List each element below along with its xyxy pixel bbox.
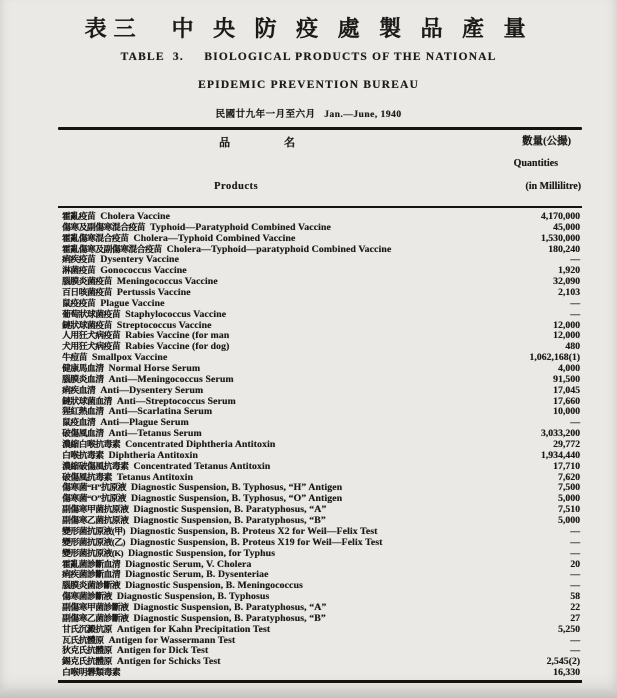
product-name-english: Cholera Vaccine — [100, 211, 171, 222]
table-row — [62, 265, 580, 276]
table-row — [62, 548, 580, 559]
product-name-english: Rabies Vaccine (for man — [125, 330, 230, 342]
table-row — [62, 363, 580, 374]
table-row — [62, 222, 580, 233]
product-name-english: Diagnostic Suspension, for Typhus — [127, 547, 276, 559]
table-row — [62, 472, 580, 483]
table-row — [62, 635, 580, 646]
table-row — [62, 569, 580, 580]
product-quantity: — — [570, 308, 580, 320]
product-name-english: Anti—Scarlatina Serum — [108, 406, 213, 418]
product-name-chinese: 副傷寒甲菌診斷液 — [62, 601, 129, 612]
table-row — [62, 537, 580, 548]
page-bottom-edge — [0, 689, 617, 698]
product-quantity: — — [570, 254, 580, 266]
product-name-english: Streptococcus Vaccine — [116, 319, 212, 331]
table-row — [62, 624, 580, 635]
product-quantity: 7,500 — [557, 482, 580, 494]
table-bottom-rule — [58, 680, 582, 683]
table-row — [62, 320, 580, 331]
product-name-english: Antigen for Kahn Precipitation Test — [116, 623, 271, 635]
product-name-english: Anti—Tetanus Serum — [108, 428, 202, 440]
product-name-english: Diagnostic Suspension, B. Typhosus, “H” Antigen — [130, 482, 343, 494]
product-name-english: Anti—Streptococcus Serum — [116, 395, 236, 407]
product-name-chinese: 破傷風抗毒素 — [62, 471, 112, 482]
table-row — [62, 276, 580, 287]
product-name-english: Staphylococcus Vaccine — [125, 308, 227, 320]
product-quantity: — — [570, 547, 580, 559]
product-name-english: Normal Horse Serum — [108, 363, 201, 375]
table-row — [62, 352, 580, 363]
product-name-chinese: 淋菌疫苗 — [62, 265, 96, 276]
product-quantity: 5,000 — [557, 493, 580, 505]
product-name-chinese: 副傷寒乙菌診斷液 — [62, 612, 129, 623]
table-row — [62, 613, 580, 624]
product-name-chinese: 痢疾疫苗 — [62, 254, 96, 265]
column-header-name-cn-right: 名 — [284, 137, 295, 149]
table-row — [62, 428, 580, 439]
product-quantity: — — [570, 297, 580, 309]
product-name-english: Anti—Plague Serum — [100, 417, 189, 429]
product-quantity: 22 — [570, 601, 580, 613]
product-name-chinese: 錫克氏抗體原 — [62, 656, 112, 667]
product-name-english: Antigen for Schicks Test — [116, 656, 221, 668]
product-quantity: — — [570, 525, 580, 537]
table-row — [62, 406, 580, 417]
product-name-english: Antigen for Dick Test — [116, 645, 209, 657]
product-name-chinese: 狄克氏抗體原 — [62, 645, 112, 656]
product-quantity: 2,545(2) — [546, 656, 580, 668]
column-header-products: Products — [214, 181, 259, 192]
product-name-chinese: 霍亂疫苗 — [62, 211, 96, 221]
product-quantity: 4,170,000 — [540, 211, 580, 222]
product-name-chinese: 傷寒菌診斷液 — [62, 591, 112, 602]
table-row — [62, 602, 580, 613]
product-name-chinese: 濃縮白喉抗毒素 — [62, 439, 121, 450]
table-row — [62, 396, 580, 407]
product-name-english: Concentrated Tetanus Antitoxin — [133, 460, 271, 472]
product-name-chinese: 鼠疫血清 — [62, 417, 96, 428]
product-name-english: Dysentery Vaccine — [100, 254, 179, 266]
product-quantity: 5,250 — [557, 623, 580, 635]
product-name-chinese: 傷寒菌“O”抗原液 — [62, 493, 126, 504]
table-row — [62, 450, 580, 461]
table-row — [62, 385, 580, 396]
product-quantity: 5,000 — [557, 515, 580, 527]
product-name-english: Diagnostic Suspension, B. Typhosus, “O” Antigen — [130, 493, 343, 505]
product-quantity: 7,620 — [557, 471, 580, 483]
product-name-chinese: 霍亂菌診斷血清 — [62, 558, 121, 569]
product-name-chinese: 霍亂傷寒及副傷寒混合疫苗 — [62, 243, 162, 254]
product-name-chinese: 瓦氏抗體原 — [62, 634, 104, 645]
table-row — [62, 515, 580, 526]
table-title-english-line2: EPIDEMIC PREVENTION BUREAU — [198, 79, 419, 91]
product-name-chinese: 百日咳菌疫苗 — [62, 287, 112, 298]
table-title-english-line1: TABLE 3. BIOLOGICAL PRODUCTS OF THE NATIONAL — [120, 51, 497, 63]
product-name-english: Concentrated Diphtheria Antitoxin — [125, 439, 276, 451]
product-name-english: Diphtheria Antitoxin — [108, 449, 198, 461]
product-quantity: 45,000 — [553, 221, 580, 233]
product-name-english: Diagnostic Serum, B. Dysenteriae — [125, 569, 269, 581]
table-row — [62, 439, 580, 450]
product-name-chinese: 健康馬血清 — [62, 363, 104, 374]
product-name-english: Diagnostic Suspension, B. Typhosus — [116, 591, 270, 603]
product-name-chinese: 痢疾血清 — [62, 384, 96, 395]
table-title-chinese: 表三 中 央 防 疫 處 製 品 產 量 — [84, 16, 533, 41]
product-name-english: Diagnostic Serum, V. Cholera — [125, 558, 252, 570]
product-quantity: 180,240 — [548, 243, 580, 255]
product-quantity: — — [570, 536, 580, 548]
table-row — [62, 493, 580, 504]
product-name-chinese: 白喉明礬類毒素 — [62, 667, 121, 678]
product-quantity: — — [570, 417, 580, 429]
product-name-english: Cholera—Typhoid—paratyphoid Combined Vaccine — [166, 243, 392, 255]
product-name-english: Diagnostic Suspension, B. Proteus X19 for Weil—Felix Test — [129, 536, 383, 548]
product-name-chinese: 葡萄狀球菌疫苗 — [62, 308, 121, 319]
product-quantity: 1,530,000 — [540, 232, 580, 244]
product-name-chinese: 鏈狀球菌血清 — [62, 395, 112, 406]
table-row — [62, 656, 580, 667]
product-quantity: 12,000 — [553, 330, 580, 342]
product-name-english: Diagnostic Suspension, B. Paratyphosus, “A” — [133, 504, 327, 516]
table-row — [62, 341, 580, 352]
table-row — [62, 559, 580, 570]
product-name-chinese: 人用狂犬病疫苗 — [62, 330, 121, 341]
table-row — [62, 309, 580, 320]
column-header-name-cn-left: 品 — [219, 137, 230, 149]
product-name-english: Plague Vaccine — [100, 297, 165, 309]
product-name-english: Meningococcus Vaccine — [116, 276, 218, 288]
product-quantity: 3,033,200 — [540, 428, 580, 440]
product-name-chinese: 濃縮破傷風抗毒素 — [62, 460, 129, 471]
product-name-chinese: 腦膜炎菌疫苗 — [62, 276, 112, 287]
product-name-chinese: 破傷風血清 — [62, 428, 104, 439]
product-name-chinese: 腦膜炎菌診斷液 — [62, 580, 121, 591]
product-quantity: — — [570, 580, 580, 592]
product-quantity: 17,045 — [553, 384, 580, 396]
table-row — [62, 591, 580, 602]
product-quantity: 7,510 — [557, 504, 580, 516]
product-name-english: Gonococcus Vaccine — [100, 265, 187, 277]
product-quantity: 1,934,440 — [540, 449, 580, 461]
product-quantity: 4,000 — [557, 363, 580, 375]
table-row — [62, 580, 580, 591]
column-header-unit: (in Millilitre) — [525, 181, 581, 192]
product-quantity: 58 — [570, 591, 580, 603]
product-name-english: Cholera—Typhoid Combined Vaccine — [133, 232, 296, 244]
product-name-chinese: 變形菌抗原液(乙) — [62, 536, 125, 547]
table-row — [62, 233, 580, 244]
table-row — [62, 482, 580, 493]
product-quantity: 2,103 — [557, 287, 580, 299]
table-date-range: 民國廿九年一月至六月 Jan.—June, 1940 — [215, 110, 402, 120]
product-name-chinese: 副傷寒甲菌抗原液 — [62, 504, 129, 515]
product-name-chinese: 鏈狀球菌疫苗 — [62, 319, 112, 330]
product-name-english: Diagnostic Suspension, B. Paratyphosus, “B” — [133, 515, 326, 527]
product-name-chinese: 變形菌抗原液(甲) — [62, 525, 125, 536]
product-name-chinese: 霍亂傷寒混合疫苗 — [62, 232, 129, 243]
table-row — [62, 417, 580, 428]
product-quantity: 20 — [570, 558, 580, 570]
product-name-chinese: 副傷寒乙菌抗原液 — [62, 515, 129, 526]
product-name-chinese: 猩紅熱血清 — [62, 406, 104, 417]
product-table-body — [62, 211, 580, 678]
table-row — [62, 298, 580, 309]
product-name-english: Rabies Vaccine (for dog) — [125, 341, 230, 353]
column-header-quantity-cn: 數量(公撮) — [522, 136, 571, 147]
table-row — [62, 374, 580, 385]
product-quantity: 27 — [570, 612, 580, 624]
product-quantity: 17,710 — [553, 460, 580, 472]
product-name-chinese: 甘氏沉澱抗原 — [62, 623, 112, 634]
product-name-chinese: 犬用狂犬病疫苗 — [62, 341, 121, 352]
table-row — [62, 461, 580, 472]
product-name-english: Antigen for Wassermann Test — [108, 634, 236, 646]
product-quantity: 29,772 — [553, 439, 580, 451]
product-name-english: Smallpox Vaccine — [91, 352, 168, 364]
product-name-chinese: 變形菌抗原液(K) — [62, 547, 123, 558]
table-header-rule — [58, 206, 582, 208]
product-quantity: 10,000 — [553, 406, 580, 418]
product-quantity: 480 — [565, 341, 580, 353]
table-top-rule — [58, 127, 582, 130]
product-name-english: Pertussis Vaccine — [116, 287, 191, 299]
product-quantity: 91,500 — [553, 373, 580, 385]
product-quantity: 1,920 — [557, 265, 580, 277]
table-row — [62, 526, 580, 537]
table-row — [62, 667, 580, 678]
product-quantity: — — [570, 645, 580, 657]
product-name-english: Anti—Meningococcus Serum — [108, 373, 234, 385]
product-quantity: 32,090 — [553, 276, 580, 288]
product-name-chinese: 傷寒及副傷寒混合疫苗 — [62, 221, 145, 232]
product-quantity: 16,330 — [553, 667, 580, 679]
product-quantity: 1,062,168(1) — [529, 352, 580, 364]
product-name-english: Diagnostic Suspension, B. Proteus X2 for Weil—Felix Test — [129, 525, 378, 537]
product-name-english: Diagnostic Suspension, B. Meningococcus — [125, 580, 303, 592]
table-row — [62, 254, 580, 265]
product-name-chinese: 鼠疫疫苗 — [62, 297, 96, 308]
product-name-english: Diagnostic Suspension, B. Paratyphosus, “B” — [133, 612, 326, 624]
product-name-chinese: 牛痘苗 — [62, 352, 87, 363]
product-name-chinese: 痢疾菌診斷血清 — [62, 569, 121, 580]
product-name-english: Anti—Dysentery Serum — [100, 384, 204, 396]
product-name-chinese: 傷寒菌“H”抗原液 — [62, 482, 126, 493]
product-name-english: Typhoid—Paratyphoid Combined Vaccine — [149, 221, 331, 233]
product-quantity: — — [570, 569, 580, 581]
product-name-english: Tetanus Antitoxin — [116, 471, 193, 483]
table-row — [62, 244, 580, 255]
table-row — [62, 287, 580, 298]
product-quantity: — — [570, 634, 580, 646]
table-row — [62, 330, 580, 341]
table-row — [62, 504, 580, 515]
product-name-english: Diagnostic Suspension, B. Paratyphosus, “A” — [133, 601, 327, 613]
product-quantity: 17,660 — [553, 395, 580, 407]
product-name-chinese: 腦膜炎血清 — [62, 373, 104, 384]
product-name-chinese: 白喉抗毒素 — [62, 449, 104, 460]
table-row — [62, 645, 580, 656]
product-quantity: 12,000 — [553, 319, 580, 331]
table-row — [62, 211, 580, 222]
column-header-quantity-en: Quantities — [513, 158, 558, 169]
